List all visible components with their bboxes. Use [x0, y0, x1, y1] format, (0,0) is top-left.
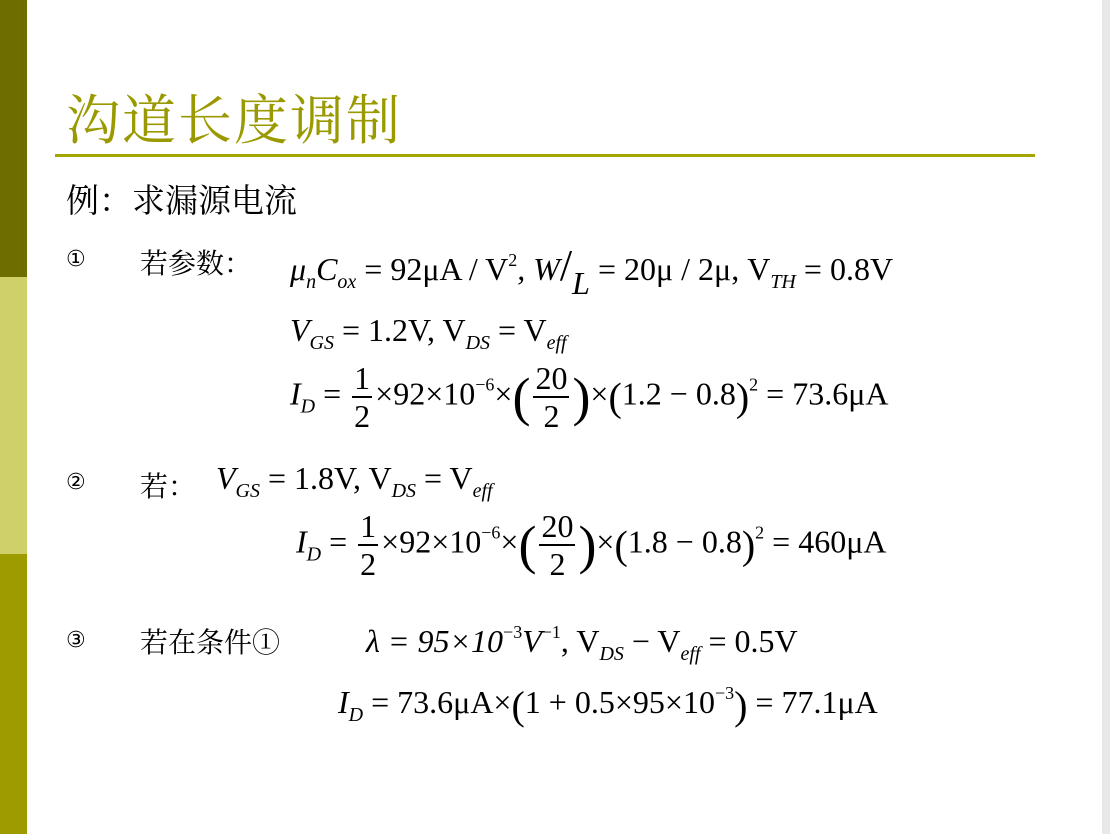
left-accent-bar-middle	[0, 277, 27, 554]
frac-num: 20	[541, 508, 574, 544]
eq-vgs-value: = 1.2V, V	[334, 312, 466, 348]
eq-result: = 460μA	[764, 523, 887, 560]
eq-overdrive: 1.2 − 0.8	[621, 375, 736, 412]
eq-sub-DS: DS	[465, 332, 491, 354]
equation-vgs-1	[290, 312, 567, 355]
eq-result: = 77.1μA	[747, 683, 878, 720]
eq-sub-eff: eff	[472, 480, 493, 502]
eq-sup-exp: −6	[481, 522, 501, 543]
eq-sub-TH: TH	[770, 271, 796, 293]
frac-den: 2	[543, 398, 560, 434]
right-edge	[1102, 0, 1110, 834]
eq-C: C	[316, 251, 338, 287]
item-label-1: 若参数：	[140, 247, 253, 280]
frac-num: 20	[535, 360, 568, 396]
eq-times: ×	[596, 523, 615, 560]
paren-close: )	[735, 374, 750, 420]
equation-id-2	[296, 508, 886, 582]
fraction-half	[358, 508, 378, 582]
eq-sup-exp: −3	[714, 682, 735, 703]
eq-times: ×	[500, 523, 519, 560]
eq-vgs-value: = 1.8V, V	[260, 460, 392, 496]
frac-num: 1	[360, 508, 377, 544]
paren-close: )	[741, 522, 756, 568]
equation-lambda	[366, 622, 798, 666]
eq-sub-DS: DS	[391, 480, 417, 502]
paren-open: (	[614, 522, 628, 568]
eq-sub-GS: GS	[309, 332, 334, 354]
eq-sup-2: 2	[755, 522, 765, 543]
eq-cox-value: = 92μA / V	[356, 251, 509, 287]
item-label-2: 若：	[140, 470, 197, 503]
title-underline	[55, 154, 1035, 157]
eq-slash: /	[559, 241, 573, 290]
eq-V: V	[290, 312, 310, 348]
eq-times: ×	[590, 375, 609, 412]
eq-vds: , V	[560, 623, 600, 659]
frac-num: 1	[354, 360, 371, 396]
left-accent-bar-top	[0, 0, 27, 277]
eq-sub-eff: eff	[546, 332, 567, 354]
equation-params	[290, 240, 893, 302]
fraction-half	[352, 360, 372, 434]
paren-open: (	[608, 374, 622, 420]
frac-den: 2	[360, 546, 377, 582]
eq-vth-value: = 0.8V	[795, 251, 894, 287]
item-label-3: 若在条件①	[140, 626, 281, 659]
eq-sub-GS: GS	[235, 480, 260, 502]
eq-I: I	[290, 375, 301, 412]
eq-wl-value: = 20μ / 2μ, V	[589, 251, 771, 287]
paren-open: (	[518, 515, 537, 575]
eq-I: I	[296, 523, 307, 560]
paren-close: )	[572, 367, 591, 427]
eq-V: V	[522, 623, 542, 659]
eq-minus: − V	[623, 623, 681, 659]
paren-open: (	[511, 683, 525, 728]
equation-vgs-2	[216, 460, 493, 503]
eq-sub-D: D	[348, 703, 364, 726]
eq-W: , W	[517, 251, 560, 287]
paren-close: )	[578, 515, 597, 575]
slide-subtitle: 例：求漏源电流	[66, 181, 297, 220]
equation-id-1	[290, 360, 888, 434]
eq-sub-D: D	[306, 543, 322, 566]
equation-id-3	[338, 682, 878, 729]
left-accent-bar-bottom	[0, 554, 27, 834]
eq-sub-ox: ox	[337, 271, 357, 293]
fraction-ratio	[533, 360, 569, 434]
eq-equals: =	[321, 523, 356, 560]
eq-L: L	[572, 265, 590, 301]
slide-title: 沟道长度调制	[66, 89, 402, 152]
paren-close: )	[734, 683, 748, 728]
eq-times: ×	[494, 375, 513, 412]
eq-vds-value: = 0.5V	[700, 623, 798, 659]
eq-I: I	[338, 683, 349, 720]
eq-lambda: λ = 95×10	[366, 623, 504, 659]
eq-sup-2: 2	[749, 374, 759, 395]
eq-coef: ×92×10	[381, 523, 482, 560]
frac-den: 2	[354, 398, 371, 434]
item-number-2: ②	[66, 470, 86, 495]
frac-den: 2	[549, 546, 566, 582]
eq-modulation: 1 + 0.5×95×10	[524, 683, 715, 720]
eq-sup-exp: −3	[503, 622, 523, 642]
eq-sup-2: 2	[508, 250, 518, 270]
item-number-3: ③	[66, 628, 86, 653]
eq-sup-inv: −1	[541, 622, 561, 642]
fraction-ratio	[539, 508, 575, 582]
eq-sub-n: n	[306, 271, 317, 293]
eq-sub-eff: eff	[680, 643, 701, 665]
eq-overdrive: 1.8 − 0.8	[627, 523, 742, 560]
paren-open: (	[512, 367, 531, 427]
eq-sup-exp: −6	[475, 374, 495, 395]
eq-sub-DS: DS	[599, 643, 624, 665]
eq-id-base: = 73.6μA×	[363, 683, 512, 720]
eq-sub-D: D	[300, 395, 316, 418]
eq-veq: = V	[490, 312, 547, 348]
eq-V: V	[216, 460, 236, 496]
item-number-1: ①	[66, 247, 86, 272]
eq-coef: ×92×10	[375, 375, 476, 412]
eq-veq: = V	[416, 460, 473, 496]
eq-result: = 73.6μA	[758, 375, 889, 412]
eq-equals: =	[315, 375, 350, 412]
eq-mu: μ	[290, 251, 307, 287]
